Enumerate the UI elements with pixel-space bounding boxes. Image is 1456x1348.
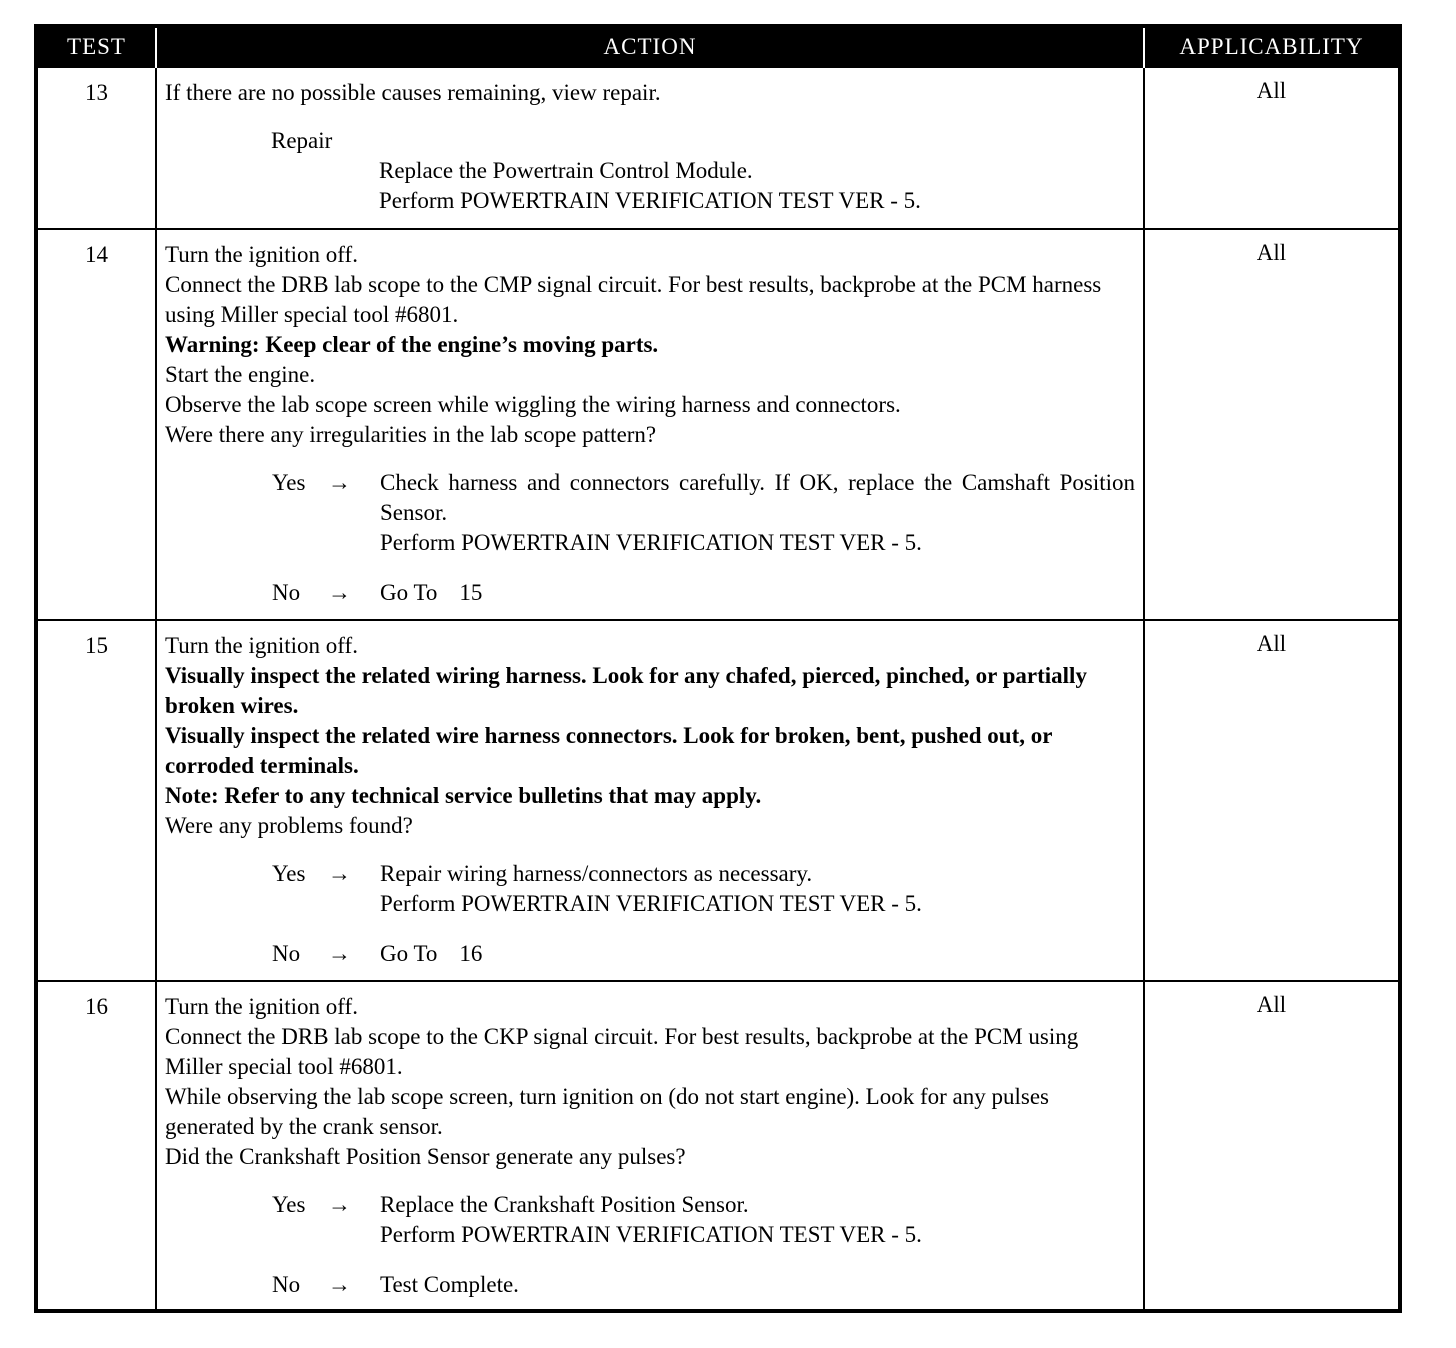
diagnostic-table	[34, 24, 1402, 1313]
arrow-icon: →	[328, 1272, 351, 1297]
arrow-icon: →	[328, 1192, 351, 1217]
no-branch	[165, 1270, 1135, 1300]
result-line: Check harness and connectors carefully. If OK, replace the Camshaft Position Sensor.	[380, 470, 1135, 525]
action-line: Turn the ignition off.	[165, 633, 358, 658]
test-number: 16	[36, 981, 156, 1311]
goto-text: Go To	[380, 941, 438, 966]
action-line: Connect the DRB lab scope to the CKP signal circuit. For best results, backprobe at the PCM using Miller special tool #6801.	[165, 1024, 1079, 1079]
action-line: While observing the lab scope screen, turn ignition on (do not start engine). Look for any pulses generated by the crank sensor.	[165, 1084, 1050, 1139]
branches	[165, 468, 1135, 608]
repair-step: Replace the Powertrain Control Module.	[379, 158, 753, 183]
action-cell	[156, 229, 1144, 620]
test-number: 14	[36, 229, 156, 620]
yes-label: Yes	[272, 470, 306, 495]
repair-block	[165, 126, 1135, 216]
inspect-line: Visually inspect the related wiring harness. Look for any chafed, pierced, pinched, or partially broken wires.	[165, 663, 1087, 718]
yes-branch	[165, 468, 1135, 558]
action-line: Turn the ignition off.	[165, 242, 358, 267]
no-branch	[165, 578, 1135, 608]
action-line: If there are no possible causes remaining, view repair.	[165, 80, 661, 105]
header-applicability: APPLICABILITY	[1144, 26, 1400, 67]
action-line: Start the engine.	[165, 362, 316, 387]
test-row-15	[36, 620, 1400, 981]
yes-branch	[165, 859, 1135, 919]
arrow-icon: →	[328, 470, 351, 495]
action-line: Turn the ignition off.	[165, 994, 358, 1019]
applicability-value: All	[1144, 229, 1400, 620]
header-test: TEST	[36, 26, 156, 67]
question-line: Were there any irregularities in the lab scope pattern?	[165, 422, 657, 447]
result-line: Perform POWERTRAIN VERIFICATION TEST VER - 5.	[380, 1222, 922, 1247]
action-cell	[156, 981, 1144, 1311]
goto-text: Go To	[380, 580, 438, 605]
applicability-value: All	[1144, 620, 1400, 981]
warning-line: Warning: Keep clear of the engine’s moving parts.	[165, 332, 659, 357]
arrow-icon: →	[328, 861, 351, 886]
note-line: Note: Refer to any technical service bulletins that may apply.	[165, 783, 762, 808]
yes-result	[380, 1190, 1135, 1250]
test-row-16	[36, 981, 1400, 1311]
applicability-value: All	[1144, 67, 1400, 229]
test-number: 13	[36, 67, 156, 229]
repair-step: Perform POWERTRAIN VERIFICATION TEST VER - 5.	[379, 188, 921, 213]
complete-text: Test Complete.	[380, 1272, 519, 1297]
yes-branch	[165, 1190, 1135, 1250]
inspect-line: Visually inspect the related wire harness connectors. Look for broken, bent, pushed out, or corroded terminals.	[165, 723, 1053, 778]
goto-target: 16	[459, 941, 483, 966]
yes-label: Yes	[272, 861, 306, 886]
test-number: 15	[36, 620, 156, 981]
action-line: Connect the DRB lab scope to the CMP signal circuit. For best results, backprobe at the PCM harness using Miller special tool #6801.	[165, 272, 1102, 327]
arrow-icon: →	[328, 941, 351, 966]
result-line: Replace the Crankshaft Position Sensor.	[380, 1192, 749, 1217]
header-action: ACTION	[156, 26, 1144, 67]
test-row-14	[36, 229, 1400, 620]
branches	[165, 1190, 1135, 1300]
no-label: No	[272, 941, 301, 966]
no-result	[380, 1270, 1135, 1300]
question-line: Did the Crankshaft Position Sensor generate any pulses?	[165, 1144, 686, 1169]
repair-label: Repair	[271, 128, 333, 153]
action-line: Observe the lab scope screen while wiggling the wiring harness and connectors.	[165, 392, 901, 417]
no-label: No	[272, 580, 301, 605]
action-cell	[156, 67, 1144, 229]
yes-label: Yes	[272, 1192, 306, 1217]
yes-result	[380, 468, 1135, 558]
no-result	[380, 578, 1135, 608]
diagnostic-test-sheet	[34, 24, 1398, 1313]
arrow-icon: →	[328, 580, 351, 605]
applicability-value: All	[1144, 981, 1400, 1311]
result-line: Perform POWERTRAIN VERIFICATION TEST VER - 5.	[380, 891, 922, 916]
header-row	[36, 26, 1400, 67]
yes-result	[380, 859, 1135, 919]
question-line: Were any problems found?	[165, 813, 413, 838]
test-row-13	[36, 67, 1400, 229]
branches	[165, 859, 1135, 969]
no-result	[380, 939, 1135, 969]
no-label: No	[272, 1272, 301, 1297]
no-branch	[165, 939, 1135, 969]
action-cell	[156, 620, 1144, 981]
result-line: Perform POWERTRAIN VERIFICATION TEST VER - 5.	[380, 530, 922, 555]
goto-target: 15	[459, 580, 483, 605]
result-line: Repair wiring harness/connectors as necessary.	[380, 861, 813, 886]
